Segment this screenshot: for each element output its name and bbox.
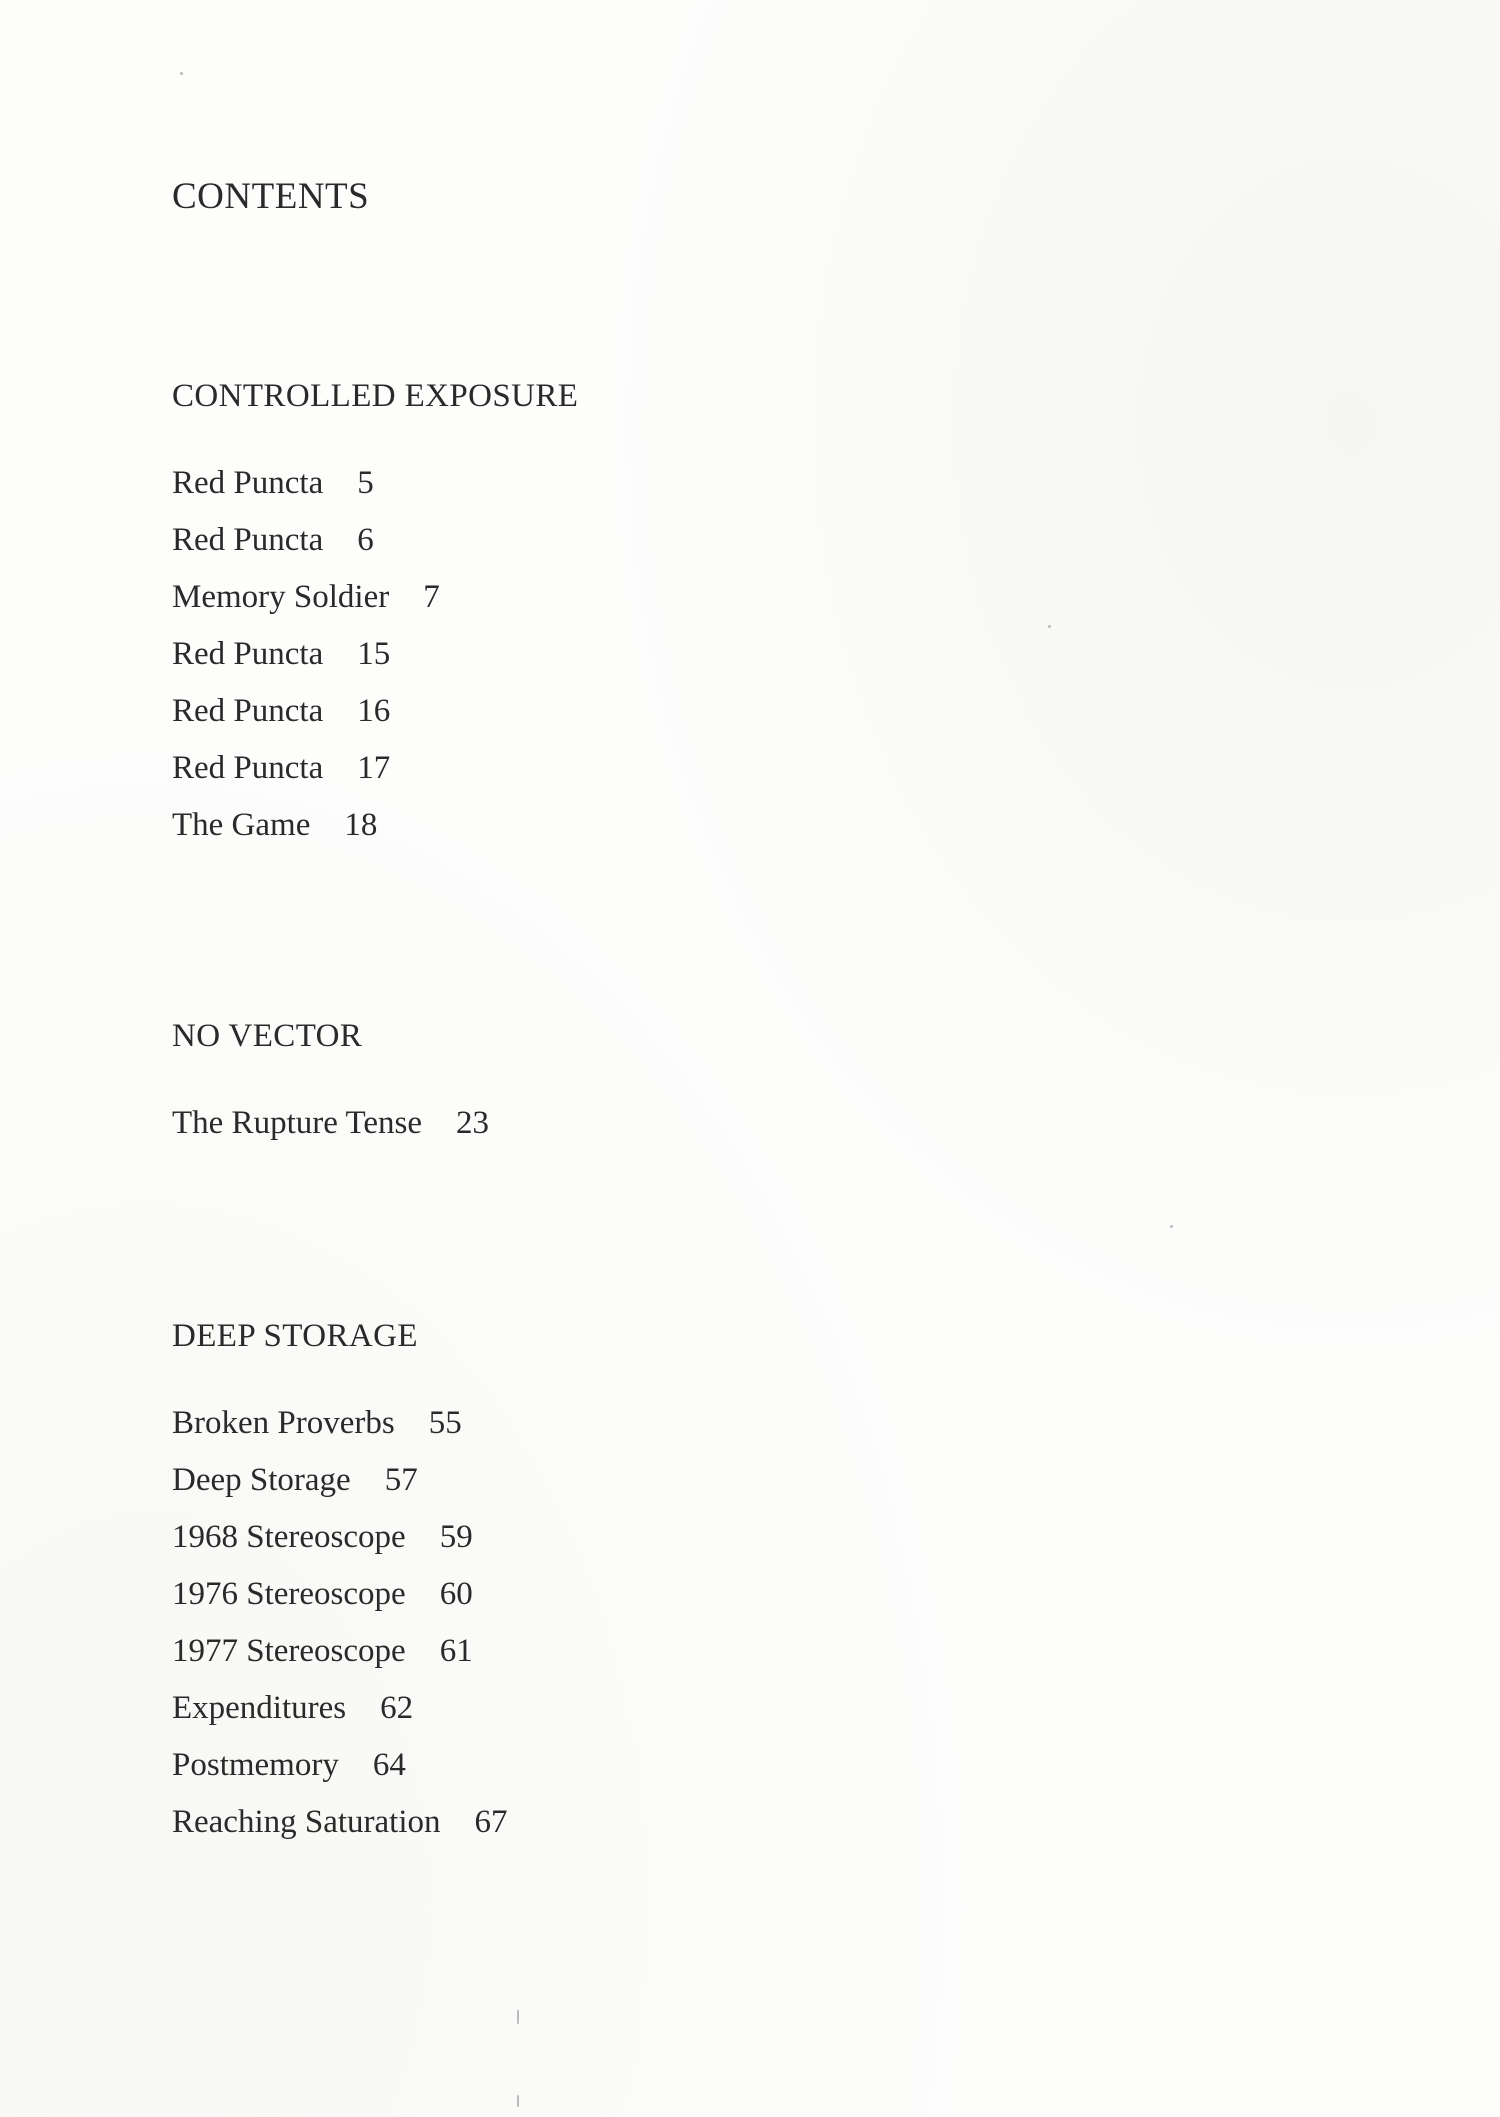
entry-title: The Game (172, 807, 311, 843)
entry-page-number: 5 (357, 465, 374, 501)
toc-entry (172, 1407, 508, 1464)
toc-entry (172, 1806, 508, 1863)
entry-page-number: 55 (428, 1405, 462, 1441)
entry-page-number: 7 (423, 579, 440, 615)
toc-entry (172, 695, 578, 752)
section-no-vector (172, 1020, 489, 1164)
toc-entry (172, 1107, 489, 1164)
entry-title: Red Puncta (172, 750, 324, 786)
entry-title: Memory Soldier (172, 579, 390, 615)
entry-title: Postmemory (172, 1747, 339, 1783)
entry-title: Deep Storage (172, 1462, 351, 1498)
toc-entry (172, 467, 578, 524)
section-title: CONTROLLED EXPOSURE (172, 378, 579, 414)
entry-page-number: 61 (439, 1633, 473, 1669)
entry-title: Red Puncta (172, 522, 324, 558)
toc-entry (172, 752, 578, 809)
toc-entry (172, 638, 578, 695)
entry-page-number: 59 (439, 1519, 473, 1555)
entry-title: Red Puncta (172, 636, 324, 672)
entry-title: 1977 Stereoscope (172, 1633, 406, 1669)
contents-heading: CONTENTS (172, 176, 370, 217)
entry-title: Red Puncta (172, 465, 324, 501)
entry-page-number: 17 (357, 750, 391, 786)
entry-title: Expenditures (172, 1690, 347, 1726)
entry-title: Red Puncta (172, 693, 324, 729)
section-title: DEEP STORAGE (172, 1318, 418, 1354)
toc-entry (172, 1692, 508, 1749)
paper-speck (517, 2095, 519, 2107)
toc-entry (172, 1521, 508, 1578)
entry-page-number: 16 (357, 693, 391, 729)
entry-page-number: 15 (357, 636, 391, 672)
toc-entry (172, 1464, 508, 1521)
paper-speck (1048, 625, 1051, 628)
section-deep-storage (172, 1320, 508, 1863)
entry-title: The Rupture Tense (172, 1105, 423, 1141)
toc-entry (172, 524, 578, 581)
toc-entry (172, 1635, 508, 1692)
toc-entry (172, 1749, 508, 1806)
entry-page-number: 60 (439, 1576, 473, 1612)
paper-speck (180, 72, 183, 75)
entry-page-number: 18 (344, 807, 378, 843)
entry-title: 1968 Stereoscope (172, 1519, 406, 1555)
toc-entry (172, 1578, 508, 1635)
entry-page-number: 6 (357, 522, 374, 558)
paper-speck (517, 2010, 519, 2024)
section-controlled-exposure (172, 380, 578, 866)
section-title: NO VECTOR (172, 1018, 363, 1054)
entry-title: 1976 Stereoscope (172, 1576, 406, 1612)
entry-title: Broken Proverbs (172, 1405, 395, 1441)
entry-page-number: 67 (474, 1804, 508, 1840)
entry-page-number: 64 (372, 1747, 406, 1783)
entry-page-number: 23 (456, 1105, 490, 1141)
entry-page-number: 57 (384, 1462, 418, 1498)
toc-entry (172, 581, 578, 638)
toc-entry (172, 809, 578, 866)
entry-page-number: 62 (380, 1690, 414, 1726)
entry-title: Reaching Saturation (172, 1804, 441, 1840)
paper-speck (1170, 1225, 1173, 1228)
